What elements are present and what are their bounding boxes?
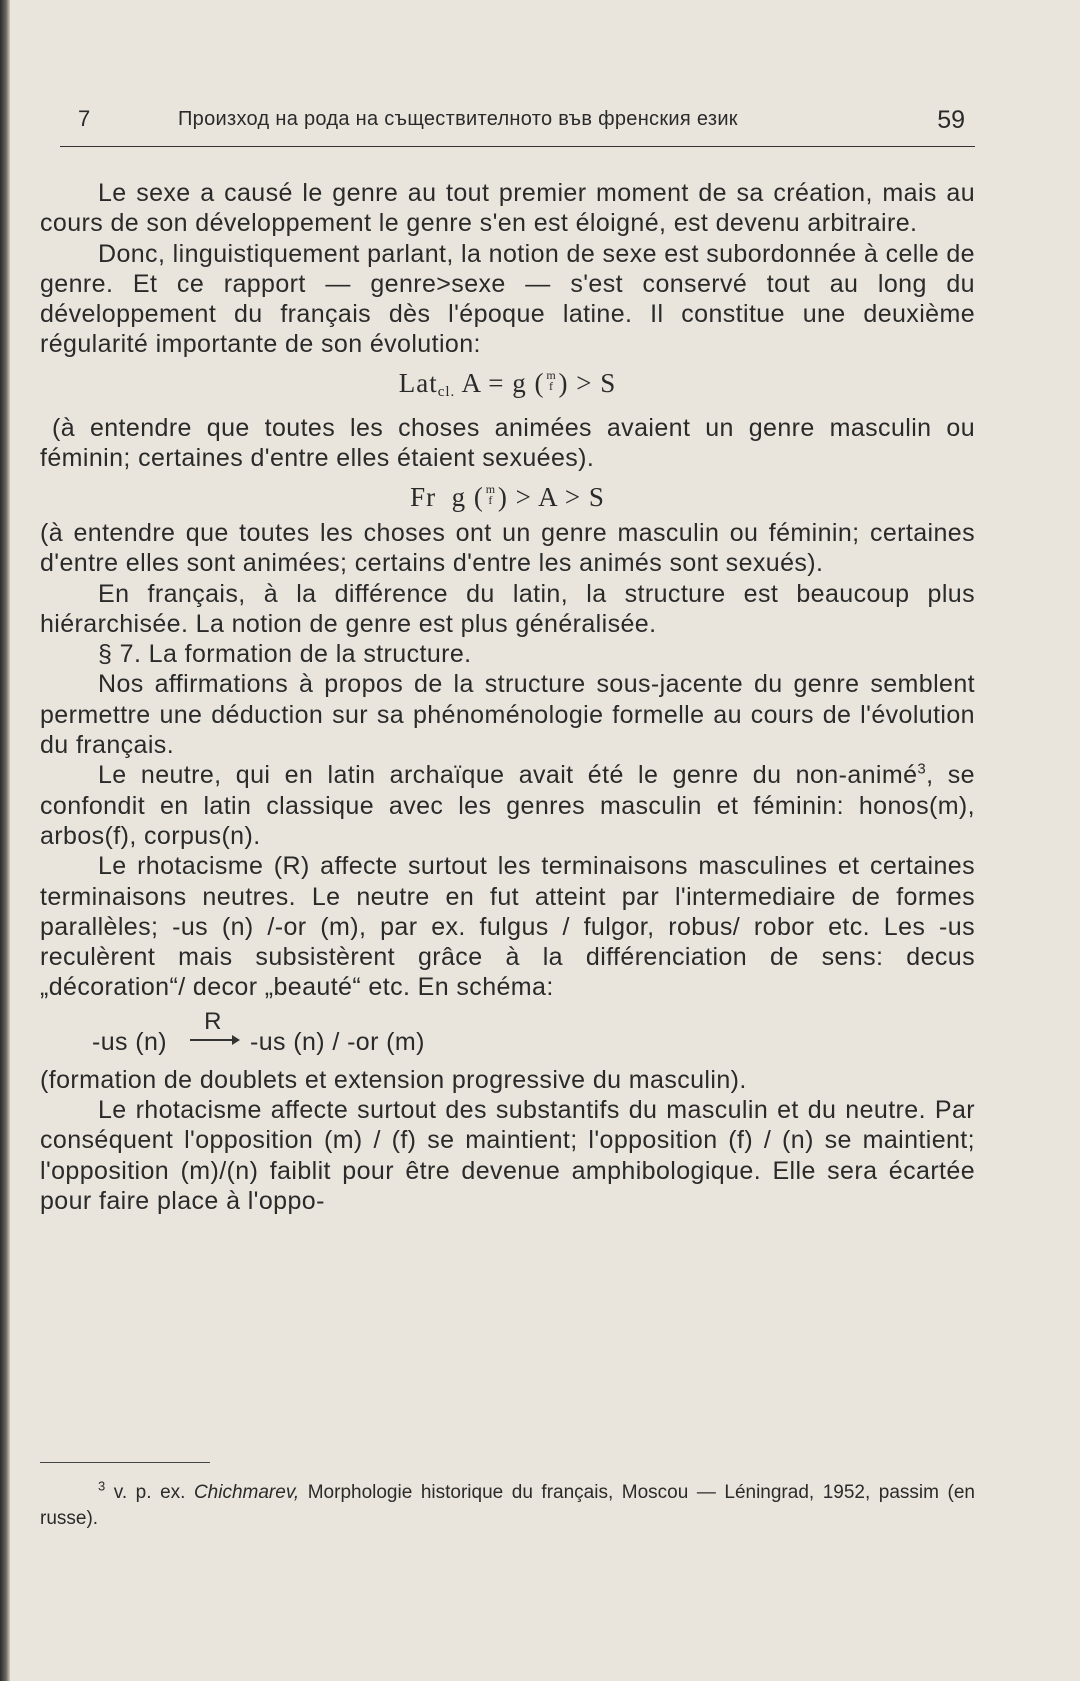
body-text bbox=[40, 178, 975, 1216]
paragraph-9: Le rhotacisme (R) affecte surtout les terminaisons masculines et certaines terminaisons neutres. Le neutre en fut atteint par l'intermediaire de formes parallèles; -us (n) /-or (m), par ex. fulgus / fulgor, robus/ robor etc. Les -us reculèrent mais subsistèrent grâce à la différenciation de sens: decus „décoration“/ decor „beauté“ etc. En schéma: bbox=[40, 852, 975, 1002]
footnote bbox=[40, 1480, 975, 1532]
footnote-divider bbox=[40, 1462, 210, 1463]
arrow-right-icon bbox=[190, 1039, 236, 1041]
formula-latin-mf bbox=[545, 367, 559, 393]
rhotacism-schema bbox=[40, 1007, 975, 1065]
paragraph-8 bbox=[40, 760, 975, 851]
paragraph-8-part-a: Le neutre, qui en latin archaïque avait été le genre du non-animé bbox=[98, 761, 918, 790]
schema-right: -us (n) / -or (m) bbox=[250, 1027, 425, 1056]
formula-latin-f: f bbox=[549, 378, 555, 393]
footnote-text-b: Morphologie historique du français, Moscou — Léningrad, 1952, passim (en russe). bbox=[40, 1482, 975, 1529]
formula-french-mf bbox=[484, 481, 498, 507]
formula-french-rest: ) > A > S bbox=[497, 481, 605, 512]
formula-latin-lead: Lat bbox=[398, 367, 438, 398]
paragraph-5: En français, à la différence du latin, la structure est beaucoup plus hiérarchisée. La notion de genre est plus généralisée. bbox=[40, 579, 975, 638]
formula-latin-part-a: A = g ( bbox=[455, 367, 545, 398]
paragraph-11: Le rhotacisme affecte surtout des substantifs du masculin et du neutre. Par conséquent l'opposition (m) / (f) se maintient; l'opposition (f) / (n) se maintient; l'opposition (m)/(n) faiblit pour être devenue amphibologique. Elle sera écartée pour faire place à l'oppo- bbox=[40, 1096, 975, 1215]
formula-latin bbox=[40, 368, 975, 407]
schema-arrow-label: R bbox=[204, 1007, 222, 1035]
footnote-author: Chichmarev, bbox=[193, 1482, 300, 1503]
paragraph-7: Nos affirmations à propos de la structure sous-jacente du genre semblent permettre une déduction sur sa phénoménologie formelle au cours de l'évolution du français. bbox=[40, 670, 975, 760]
page bbox=[40, 0, 975, 1681]
formula-latin-part-b: ) > S bbox=[558, 367, 617, 398]
formula-french bbox=[40, 482, 975, 512]
schema-arrow bbox=[190, 1007, 236, 1041]
formula-latin-subscript: cl. bbox=[437, 383, 456, 400]
paragraph-10: (formation de doublets et extension progressive du masculin). bbox=[40, 1065, 747, 1094]
running-header bbox=[60, 106, 975, 147]
paragraph-2: Donc, linguistiquement parlant, la notion de sexe est subordonnée à celle de genre. Et ce rapport — genre>sexe — s'est conservé tout au long du développement du français dès l'époque latine. Il constitue une deuxième régularité importante de son évolution: bbox=[40, 239, 975, 359]
paragraph-4: (à entendre que toutes les choses ont un genre masculin ou féminin; certaines d'entre elles sont animées; certains d'entre les animés sont sexués). bbox=[40, 518, 975, 578]
formula-french-lead: Fr g ( bbox=[410, 481, 484, 512]
book-spine-shadow bbox=[0, 0, 10, 1681]
paragraph-8-part-b: , se confondit en latin classique avec les genres masculin et féminin: honos(m), arbos(f), corpus(n). bbox=[40, 761, 975, 850]
formula-latin-m: m bbox=[546, 367, 557, 382]
running-title: Произход на рода на съществителното във френския език bbox=[178, 108, 738, 130]
chapter-number: 7 bbox=[78, 106, 91, 131]
section-heading: § 7. La formation de la structure. bbox=[98, 640, 472, 669]
footnote-ref: 3 bbox=[917, 761, 927, 779]
formula-french-f: f bbox=[488, 492, 494, 507]
paragraph-3: (à entendre que toutes les choses animées avaient un genre masculin ou féminin; certaines d'entre elles étaient sexuées). bbox=[40, 414, 975, 473]
formula-french-m: m bbox=[485, 481, 497, 496]
footnote-text-a: v. p. ex. bbox=[105, 1482, 194, 1503]
page-number: 59 bbox=[937, 106, 965, 134]
footnote-marker: 3 bbox=[98, 1478, 106, 1494]
schema-left: -us (n) bbox=[92, 1027, 168, 1056]
paragraph-1: Le sexe a causé le genre au tout premier moment de sa création, mais au cours de son développement le genre s'en est éloigné, est devenu arbitraire. bbox=[40, 179, 975, 238]
